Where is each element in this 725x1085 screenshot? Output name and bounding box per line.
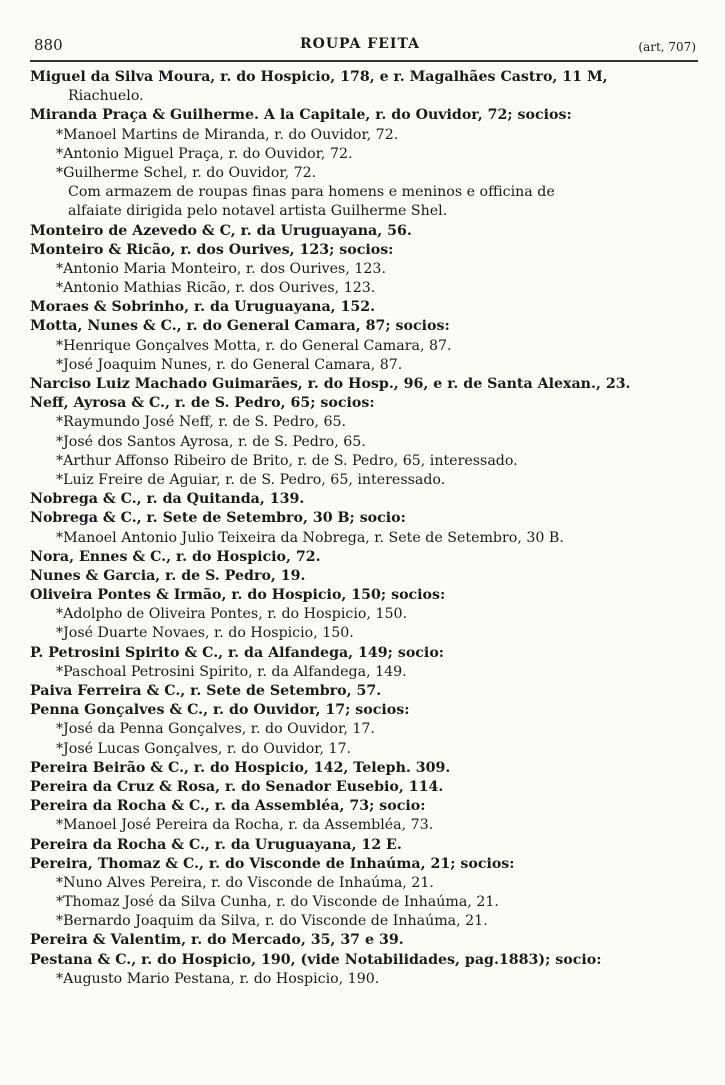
partner-entry: *Henrique Gonçalves Motta, r. do General Camara, 87. (56, 337, 452, 354)
partner-entry: *José Lucas Gonçalves, r. do Ouvidor, 17. (56, 740, 352, 757)
business-entry: Nora, Ennes & C., r. do Hospicio, 72. (30, 548, 321, 565)
partner-entry: *Adolpho de Oliveira Pontes, r. do Hospicio, 150. (56, 606, 408, 623)
directory-entries (30, 68, 700, 989)
partner-entry: *José dos Santos Ayrosa, r. de S. Pedro, 65. (56, 433, 366, 450)
business-entry: Paiva Ferreira & C., r. Sete de Setembro, 57. (30, 683, 382, 699)
business-entry: Oliveira Pontes & Irmão, r. do Hospicio, 150; socios: (30, 587, 446, 604)
partner-entry: *Paschoal Petrosini Spirito, r. da Alfandega, 149. (56, 663, 407, 680)
business-entry: Motta, Nunes & C., r. do General Camara, 87; socios: (30, 318, 450, 335)
partner-entry: *Manoel Martins de Miranda, r. do Ouvidor, 72. (56, 126, 399, 143)
partner-entry: *Raymundo José Neff, r. de S. Pedro, 65. (56, 414, 347, 431)
partner-entry: *José Joaquim Nunes, r. do General Camara, 87. (56, 356, 403, 373)
business-entry: Nobrega & C., r. da Quitanda, 139. (30, 491, 305, 508)
business-entry: Moraes & Sobrinho, r. da Uruguayana, 152. (30, 299, 376, 316)
partner-entry: *Thomaz José da Silva Cunha, r. do Visconde de Inhaúma, 21. (56, 894, 499, 911)
page-header (30, 34, 700, 58)
article-reference: (art, 707) (638, 40, 696, 54)
business-entry: Neff, Ayrosa & C., r. de S. Pedro, 65; socios: (30, 395, 375, 412)
business-entry: Pereira Beirão & C., r. do Hospicio, 142, Teleph. 309. (30, 759, 451, 776)
page-title: ROUPA FEITA (300, 36, 420, 52)
business-entry: Narciso Luiz Machado Guimarães, r. do Hosp., 96, e r. de Santa Alexan., 23. (30, 376, 631, 392)
business-entry: Pereira & Valentim, r. do Mercado, 35, 37 e 39. (30, 932, 404, 949)
partner-entry: *Manoel Antonio Julio Teixeira da Nobrega, r. Sete de Setembro, 30 B. (56, 529, 564, 546)
business-entry: Monteiro & Ricão, r. dos Ourives, 123; socios: (30, 241, 394, 258)
partner-entry: *Nuno Alves Pereira, r. do Visconde de Inhaúma, 21. (56, 874, 434, 891)
entry-continuation: Com armazem de roupas finas para homens e meninos e officina de (68, 184, 555, 201)
business-entry: P. Petrosini Spirito & C., r. da Alfandega, 149; socio: (30, 644, 445, 661)
partner-entry: *Guilherme Schel, r. do Ouvidor, 72. (56, 164, 317, 181)
business-entry: Miranda Praça & Guilherme. A la Capitale, r. do Ouvidor, 72; socios: (30, 107, 572, 124)
business-entry: Penna Gonçalves & C., r. do Ouvidor, 17; socios: (30, 702, 410, 719)
business-entry: Pereira da Cruz & Rosa, r. do Senador Eusebio, 114. (30, 778, 444, 795)
header-rule (30, 60, 698, 62)
entry-continuation: Riachuelo. (68, 88, 144, 105)
partner-entry: *José da Penna Gonçalves, r. do Ouvidor, 17. (56, 721, 375, 738)
entry-continuation: alfaiate dirigida pelo notavel artista Guilherme Shel. (68, 203, 448, 220)
partner-entry: *Manoel José Pereira da Rocha, r. da Assembléa, 73. (56, 817, 434, 834)
business-entry: Pestana & C., r. do Hospicio, 190, (vide Notabilidades, pag.1883); socio: (30, 951, 602, 968)
partner-entry: *Luiz Freire de Aguiar, r. de S. Pedro, 65, interessado. (56, 471, 446, 488)
partner-entry: *Arthur Affonso Ribeiro de Brito, r. de S. Pedro, 65, interessado. (56, 452, 518, 469)
business-entry: Pereira da Rocha & C., r. da Uruguayana, 12 E. (30, 836, 402, 853)
page-number: 880 (34, 36, 63, 54)
partner-entry: *Bernardo Joaquim da Silva, r. do Visconde de Inhaúma, 21. (56, 913, 488, 930)
partner-entry: *Augusto Mario Pestana, r. do Hospicio, 190. (56, 970, 380, 987)
partner-entry: *Antonio Mathias Ricão, r. dos Ourives, 123. (56, 280, 376, 297)
partner-entry: *Antonio Miguel Praça, r. do Ouvidor, 72. (56, 145, 353, 162)
business-entry: Pereira, Thomaz & C., r. do Visconde de Inhaúma, 21; socios: (30, 855, 515, 872)
business-entry: Nobrega & C., r. Sete de Setembro, 30 B; socio: (30, 510, 406, 527)
business-entry: Nunes & Garcia, r. de S. Pedro, 19. (30, 567, 306, 584)
business-entry: Monteiro de Azevedo & C, r. da Uruguayana, 56. (30, 222, 412, 239)
business-entry: Miguel da Silva Moura, r. do Hospicio, 178, e r. Magalhães Castro, 11 M, (30, 69, 608, 85)
partner-entry: *Antonio Maria Monteiro, r. dos Ourives, 123. (56, 260, 386, 277)
partner-entry: *José Duarte Novaes, r. do Hospicio, 150. (56, 625, 354, 642)
business-entry: Pereira da Rocha & C., r. da Assembléa, 73; socio: (30, 798, 426, 815)
